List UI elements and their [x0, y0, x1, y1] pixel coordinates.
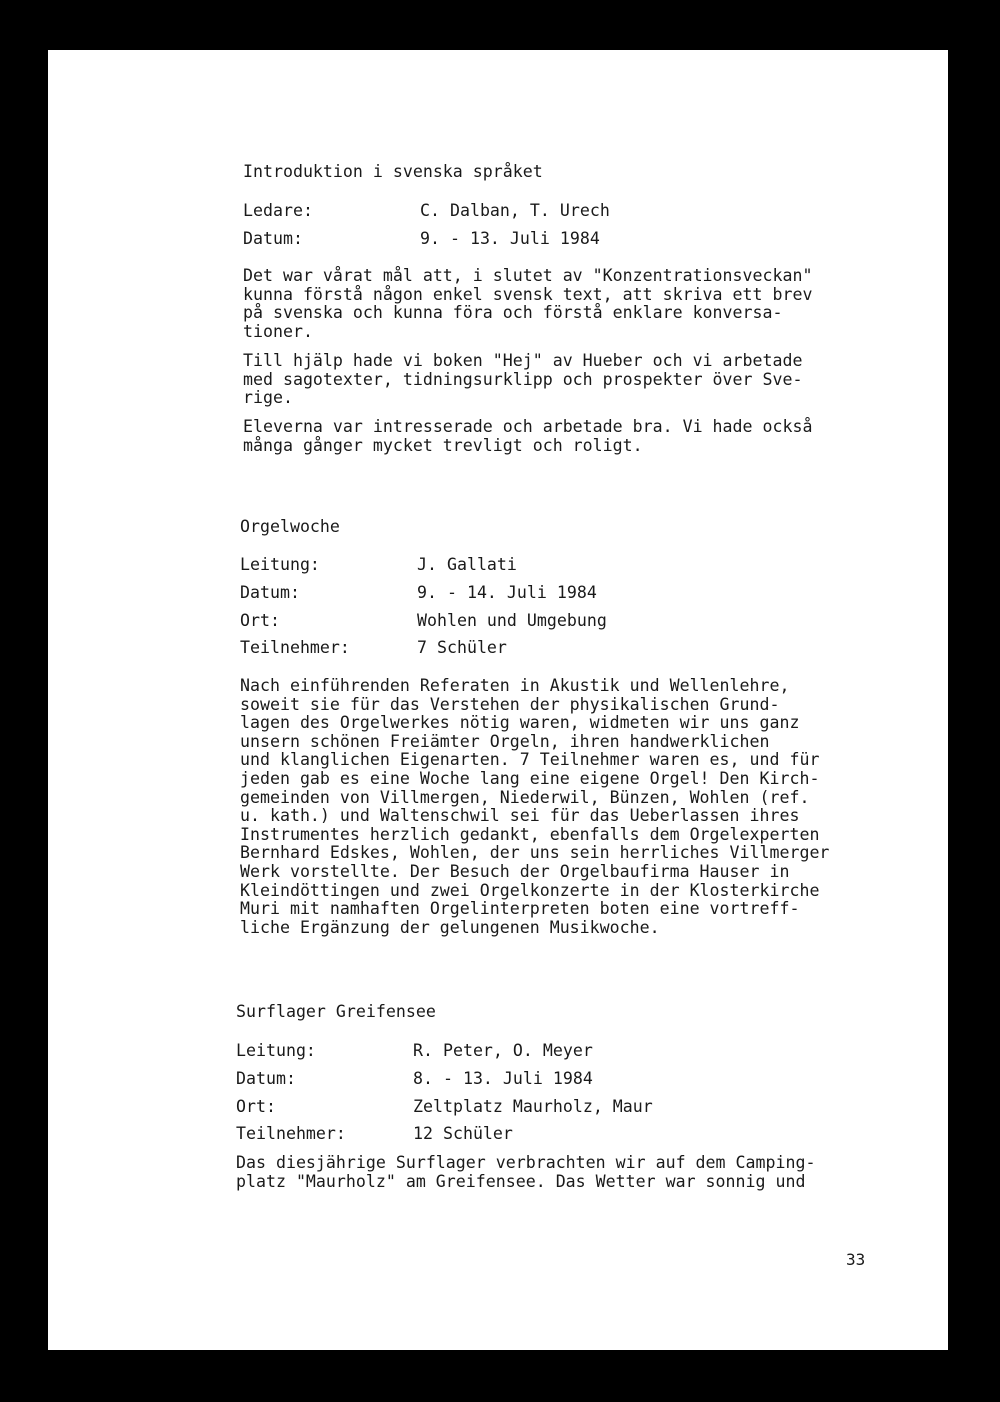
text-line: Kleindöttingen und zwei Orgelkonzerte in der Klosterkirche — [240, 880, 820, 900]
text-line: Instrumentes herzlich gedankt, ebenfalls dem Orgelexperten — [240, 824, 820, 844]
meta-label: Datum: — [236, 1069, 296, 1088]
meta-value: 9. - 14. Juli 1984 — [417, 583, 597, 602]
meta-value: Zeltplatz Maurholz, Maur — [413, 1097, 653, 1116]
meta-value: C. Dalban, T. Urech — [420, 201, 610, 220]
meta-value: 12 Schüler — [413, 1124, 513, 1143]
meta-label: Ort: — [240, 611, 280, 630]
text-line: Nach einführenden Referaten in Akustik und Wellenlehre, — [240, 676, 790, 695]
paragraph — [243, 352, 802, 408]
paragraph — [236, 1154, 815, 1191]
text-line: soweit sie für das Verstehen der physikalischen Grund- — [240, 694, 780, 714]
text-line: u. kath.) und Waltenschwil sei für das Ueberlassen ihres — [240, 806, 800, 826]
text-line: und klanglichen Eigenarten. 7 Teilnehmer waren es, und für — [240, 750, 820, 770]
meta-value: Wohlen und Umgebung — [417, 611, 607, 630]
meta-label: Datum: — [240, 583, 300, 602]
section-title-surflager: Surflager Greifensee — [236, 1002, 436, 1021]
text-line: lagen des Orgelwerkes nötig waren, widmeten wir uns ganz — [240, 713, 800, 733]
page-number: 33 — [846, 1250, 866, 1269]
meta-value: R. Peter, O. Meyer — [413, 1041, 593, 1060]
section-title-svenska: Introduktion i svenska språket — [243, 162, 543, 181]
meta-value: 8. - 13. Juli 1984 — [413, 1069, 593, 1088]
text-line: Muri mit namhaften Orgelinterpreten boten eine vortreff- — [240, 899, 800, 919]
text-line: jeden gab es eine Woche lang eine eigene Orgel! Den Kirch- — [240, 768, 820, 788]
text-line: Det war vårat mål att, i slutet av "Konzentrationsveckan" — [243, 266, 813, 285]
meta-label: Leitung: — [236, 1041, 316, 1060]
meta-value: 9. - 13. Juli 1984 — [420, 229, 600, 248]
meta-label: Ort: — [236, 1097, 276, 1116]
text-line: många gånger mycket trevligt och roligt. — [243, 435, 643, 455]
text-line: gemeinden von Villmergen, Niederwil, Bünzen, Wohlen (ref. — [240, 787, 810, 807]
text-line: Eleverna var intresserade och arbetade bra. Vi hade också — [243, 417, 813, 436]
text-line: liche Ergänzung der gelungenen Musikwoche. — [240, 917, 660, 937]
meta-value: J. Gallati — [417, 555, 517, 574]
text-line: Till hjälp hade vi boken "Hej" av Hueber och vi arbetade — [243, 351, 803, 370]
text-line: platz "Maurholz" am Greifensee. Das Wetter war sonnig und — [236, 1171, 806, 1191]
text-line: kunna förstå någon enkel svensk text, att skriva ett brev — [243, 284, 813, 304]
text-line: på svenska och kunna föra och förstå enklare konversa- — [243, 303, 783, 323]
paragraph — [240, 677, 829, 937]
paragraph — [243, 418, 812, 455]
meta-label: Teilnehmer: — [240, 638, 350, 657]
text-line: tioner. — [243, 321, 313, 341]
paragraph — [243, 267, 812, 341]
text-line: Bernhard Edskes, Wohlen, der uns sein herrliches Villmerger — [240, 843, 830, 863]
meta-label: Teilnehmer: — [236, 1124, 346, 1143]
meta-label: Leitung: — [240, 555, 320, 574]
text-line: unsern schönen Freiämter Orgeln, ihren handwerklichen — [240, 731, 770, 751]
meta-label: Ledare: — [243, 201, 313, 220]
document-page — [48, 50, 948, 1350]
meta-value: 7 Schüler — [417, 638, 507, 657]
text-line: Das diesjährige Surflager verbrachten wir auf dem Camping- — [236, 1153, 816, 1172]
text-line: med sagotexter, tidningsurklipp och prospekter över Sve- — [243, 369, 803, 389]
text-line: rige. — [243, 388, 293, 408]
text-line: Werk vorstellte. Der Besuch der Orgelbaufirma Hauser in — [240, 861, 790, 881]
meta-label: Datum: — [243, 229, 303, 248]
section-title-orgelwoche: Orgelwoche — [240, 517, 340, 536]
